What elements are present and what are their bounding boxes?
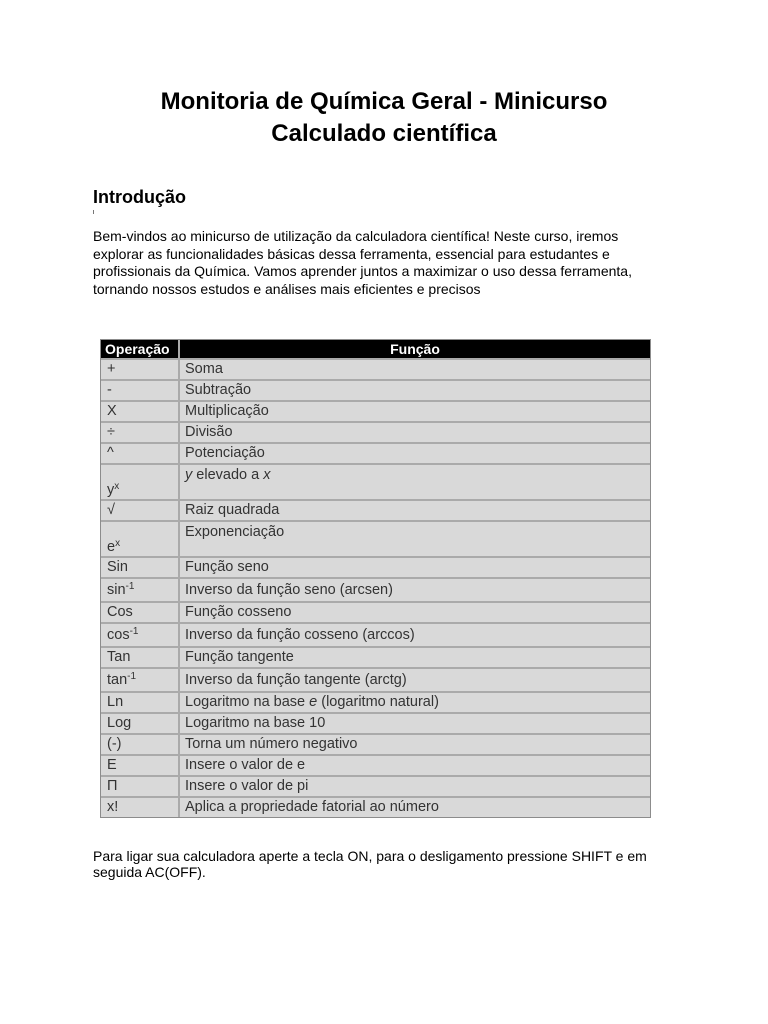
table-row (101, 756, 650, 777)
table-row (101, 501, 650, 522)
function-italic-var: y (185, 467, 193, 483)
header-operation: Operação (101, 340, 180, 360)
operation-cell (101, 360, 180, 381)
function-cell (180, 423, 650, 444)
table-row (101, 444, 650, 465)
footer-paragraph: Para ligar sua calculadora aperte a tecla ON, para o desligamento pressione SHIFT e em seguida AC(OFF). (93, 848, 647, 880)
document-title (60, 86, 708, 150)
function-cell (180, 624, 650, 648)
table-row (101, 735, 650, 756)
function-text: Divisão (185, 424, 233, 440)
function-cell (180, 603, 650, 624)
operation-symbol: √ (107, 502, 115, 518)
table-row (101, 402, 650, 423)
operation-cell (101, 669, 180, 693)
function-text: Torna um número negativo (185, 736, 358, 752)
function-text: Exponenciação (185, 524, 285, 540)
table-row (101, 579, 650, 603)
function-cell (180, 402, 650, 423)
operation-symbol: cos (107, 627, 130, 643)
title-line-1: Monitoria de Química Geral - Minicurso (160, 88, 608, 115)
function-cell (180, 777, 650, 798)
operation-cell (101, 558, 180, 579)
operation-cell (101, 756, 180, 777)
function-cell (180, 693, 650, 714)
function-text: (logaritmo natural) (317, 694, 439, 710)
table-row (101, 777, 650, 798)
operation-symbol: e (107, 539, 116, 555)
function-cell (180, 648, 650, 669)
table-row (101, 798, 650, 817)
function-text: elevado a (192, 467, 264, 483)
table-row (101, 624, 650, 648)
operation-symbol: Π (107, 778, 118, 794)
function-text: Função seno (185, 559, 269, 575)
operation-cell (101, 402, 180, 423)
operation-symbol: Cos (107, 604, 133, 620)
function-text: Logaritmo na base 10 (185, 715, 326, 731)
operation-symbol: Ln (107, 694, 124, 710)
operation-cell (101, 624, 180, 648)
function-italic-var: x (263, 467, 271, 483)
operation-symbol: X (107, 403, 117, 419)
operation-symbol: + (107, 361, 116, 377)
function-cell (180, 714, 650, 735)
table-row (101, 360, 650, 381)
operation-superscript: -1 (125, 581, 135, 592)
operation-cell (101, 579, 180, 603)
operation-symbol: Sin (107, 559, 128, 575)
stray-mark (93, 210, 94, 214)
table-row (101, 648, 650, 669)
function-cell (180, 558, 650, 579)
operation-symbol: Tan (107, 649, 131, 665)
function-text: Aplica a propriedade fatorial ao número (185, 799, 439, 815)
operation-cell (101, 444, 180, 465)
operation-superscript: x (114, 481, 120, 492)
function-text: Inverso da função seno (arcsen) (185, 582, 393, 598)
operation-symbol: ^ (107, 445, 114, 461)
function-text: Função tangente (185, 649, 294, 665)
operation-superscript: -1 (127, 671, 137, 682)
table-row (101, 381, 650, 402)
function-text: Multiplicação (185, 403, 269, 419)
operation-superscript: -1 (129, 626, 139, 637)
function-text: Insere o valor de pi (185, 778, 309, 794)
table-row (101, 465, 650, 501)
operation-symbol: sin (107, 582, 126, 598)
function-cell (180, 381, 650, 402)
function-cell (180, 579, 650, 603)
operation-cell (101, 798, 180, 817)
operation-symbol: E (107, 757, 117, 773)
operation-symbol: - (107, 382, 112, 398)
operation-cell (101, 465, 180, 501)
operation-cell (101, 423, 180, 444)
function-cell (180, 444, 650, 465)
function-cell (180, 465, 650, 501)
operation-symbol: Log (107, 715, 132, 731)
function-cell (180, 735, 650, 756)
table-header-row (101, 340, 650, 360)
operation-symbol: tan (107, 672, 128, 688)
header-function: Função (180, 340, 650, 360)
operation-cell (101, 381, 180, 402)
function-text: Raiz quadrada (185, 502, 280, 518)
operation-cell (101, 522, 180, 558)
table-row (101, 669, 650, 693)
operation-symbol: (-) (107, 736, 122, 752)
functions-table-container (100, 339, 651, 818)
table-row (101, 693, 650, 714)
operation-cell (101, 735, 180, 756)
function-cell (180, 669, 650, 693)
function-cell (180, 522, 650, 558)
table-row (101, 603, 650, 624)
table-body (101, 360, 650, 817)
table-row (101, 423, 650, 444)
operation-cell (101, 693, 180, 714)
table-row (101, 522, 650, 558)
function-text: Logaritmo na base (185, 694, 310, 710)
section-heading-introducao: Introdução (93, 187, 186, 207)
function-text: Subtração (185, 382, 252, 398)
function-cell (180, 360, 650, 381)
title-line-2: Calculado científica (271, 120, 497, 147)
functions-table (101, 340, 650, 817)
operation-superscript: x (115, 538, 121, 549)
operation-cell (101, 777, 180, 798)
operation-cell (101, 648, 180, 669)
table-row (101, 558, 650, 579)
operation-symbol: x! (107, 799, 119, 815)
operation-symbol: ÷ (107, 424, 115, 440)
function-text: Inverso da função cosseno (arccos) (185, 627, 415, 643)
function-text: Potenciação (185, 445, 265, 461)
operation-cell (101, 714, 180, 735)
operation-cell (101, 603, 180, 624)
function-cell (180, 798, 650, 817)
table-row (101, 714, 650, 735)
function-cell (180, 501, 650, 522)
function-text: Soma (185, 361, 223, 377)
function-italic-var: e (309, 694, 318, 710)
function-text: Inverso da função tangente (arctg) (185, 672, 407, 688)
operation-cell (101, 501, 180, 522)
function-text: Insere o valor de e (185, 757, 306, 773)
intro-paragraph: Bem-vindos ao minicurso de utilização da calculadora científica! Neste curso, iremos explorar as funcionalidades básicas dessa ferramenta, essencial para estudantes e profissionais da Química. Vamos aprender juntos a maximizar o uso dessa ferramenta, tornando nossos estudos e análises mais eficientes e precisos (93, 228, 632, 297)
operation-symbol: y (107, 482, 115, 498)
function-text: Função cosseno (185, 604, 292, 620)
function-cell (180, 756, 650, 777)
